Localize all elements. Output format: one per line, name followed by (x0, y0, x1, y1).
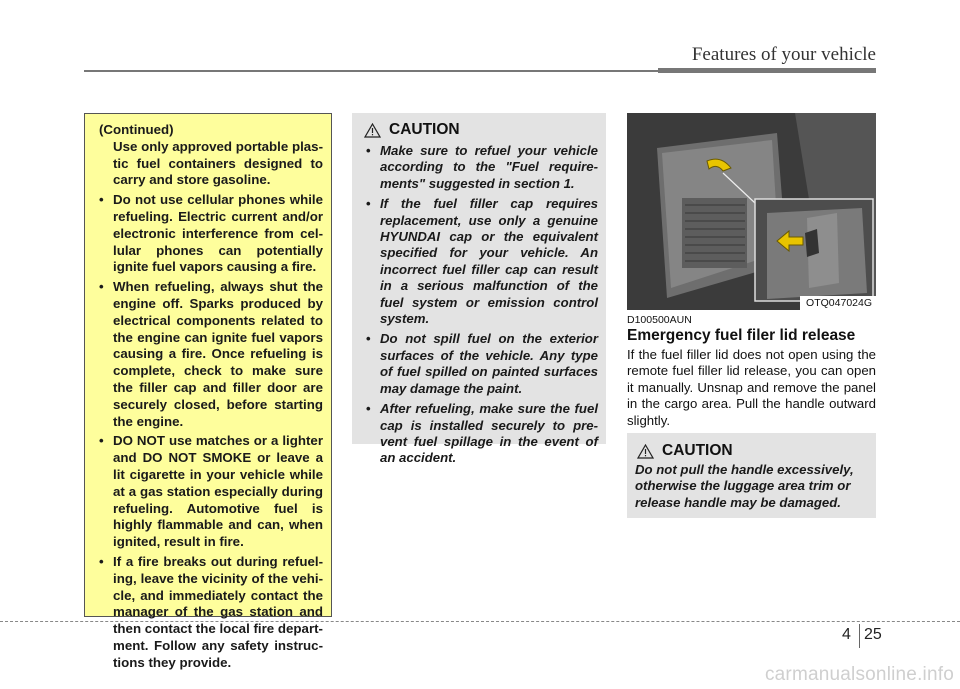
page-number: 25 (864, 626, 882, 643)
warning-lead-text: Use only approved portable plas- tic fuel containers designed to carry and store gasoline. (113, 138, 323, 188)
warning-box (84, 113, 332, 670)
caution-list (362, 143, 598, 467)
photo-caption: OTQ047024G (800, 296, 876, 310)
caution-heading (637, 442, 868, 460)
section-body: If the fuel filler lid does not open using the remote fuel filler lid release, you can open it manually. Unsnap and remove the panel in the cargo area. Pull the handle outward slightly. (627, 347, 876, 428)
continued-label: (Continued) (99, 122, 174, 137)
chapter-number: 4 (842, 626, 851, 643)
caution-heading-label: CAUTION (662, 442, 733, 459)
warning-item: • When refueling, always shut the engine off. Sparks produced by electrical components related to the engine can ignite fuel vapors causing a fire. Once refueling is complete, check to make sure the filler cap and filler door are securely closed, before starting the engine. (93, 279, 323, 430)
warning-item: • Do not use cellular phones while refueling. Electric current and/or electronic interference from cel- lular phones can potentially ignite fuel vapors causing a fire. (93, 192, 323, 276)
caution-item: • If the fuel filler cap requires replacement, use only a genuine HYUNDAI cap or the equivalent specified for your vehicle. An incorrect fuel filler cap can result in a serious malfunction of the fuel system or emission control system. (362, 196, 598, 327)
cargo-panel-illustration (627, 113, 876, 310)
caution-heading-label: CAUTION (389, 121, 460, 138)
caution-item: • After refueling, make sure the fuel cap is installed securely to pre- vent fuel spillage in the event of an accident. (362, 401, 598, 467)
cargo-panel-photo (627, 113, 876, 310)
warning-item: • DO NOT use matches or a lighter and DO NOT SMOKE or leave a lit cigarette in your vehicle while at a gas station especially during refueling. Automotive fuel is highly flammable and can, when ignited, result in fire. (93, 433, 323, 551)
warning-item: • If a fire breaks out during refuel- ing, leave the vicinity of the vehi- cle, and immediately contact the manager of the gas station and then contact the local fire depart- ment. Follow any safety instruc- tions they provide. (93, 554, 323, 672)
header-rule-accent (658, 68, 876, 73)
page-header-title: Features of your vehicle (691, 44, 876, 65)
section-title: Emergency fuel filer lid release (627, 327, 856, 344)
caution-text: Do not pull the handle excessively, otherwise the luggage area trim or release handle may be damaged. (635, 462, 854, 510)
caution-box-fuel (352, 113, 606, 466)
warning-triangle-icon (364, 123, 381, 138)
warning-triangle-icon (637, 444, 654, 459)
caution-item: • Do not spill fuel on the exterior surfaces of the vehicle. Any type of fuel spilled on painted surfaces may damage the paint. (362, 331, 598, 397)
page-number-divider (859, 624, 860, 648)
caution-item: • Make sure to refuel your vehicle according to the "Fuel require- ments" suggested in section 1. (362, 143, 598, 192)
warning-list (93, 192, 323, 671)
caution-heading (364, 121, 598, 139)
footer-rule (0, 621, 960, 622)
watermark: carmanualsonline.info (764, 664, 954, 685)
section-code: D100500AUN (627, 314, 692, 326)
caution-box-handle (627, 433, 876, 518)
